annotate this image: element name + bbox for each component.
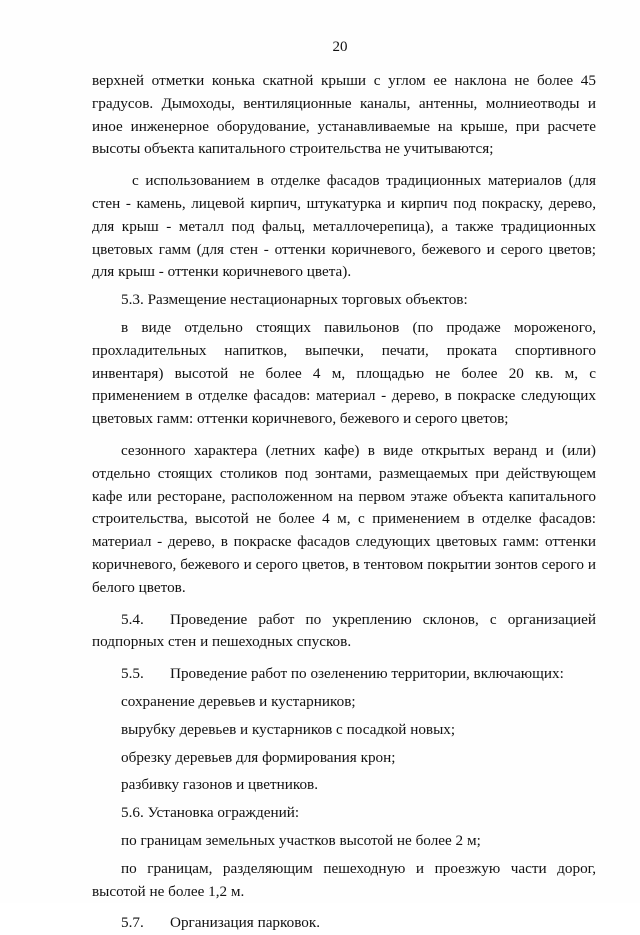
page-number: 20	[332, 39, 348, 55]
section-5-7-text: Организация парковок.	[170, 914, 321, 932]
list-item-lawns-flowerbeds: разбивку газонов и цветников.	[121, 776, 319, 794]
section-5-4-text: Проведение работ по укреплению склонов, с организацией подпорных стен и пешеходных спусков.	[92, 610, 596, 651]
section-5-4-number: 5.4.	[121, 610, 144, 628]
section-5-7-number: 5.7.	[121, 914, 144, 932]
section-5-5-text: Проведение работ по озеленению территории, включающих:	[170, 665, 564, 683]
list-item-prune-crowns: обрезку деревьев для формирования крон;	[121, 748, 396, 766]
paragraph-facade-materials: с использованием в отделке фасадов традиционных материалов (для стен - камень, лицевой кирпич, штукатурка и кирпич под покраску, дерево, для крыш - металл под фальц, металлочерепица), а также традиционных цветовых гамм (для стен - оттенки коричневого, бежевого и серого цветов; для крыш - оттенки коричневого цвета).	[92, 172, 596, 281]
paragraph-seasonal-cafes: сезонного характера (летних кафе) в виде открытых веранд и (или) отдельно стоящих столиков под зонтами, размещаемых при действующем кафе или ресторане, расположенном на первом этаже объекта капитального строительства, высотой не более 4 м, с применением в отделке фасадов: материал - дерево, в покраске фасадов следующих цветовых гамм: оттенки коричневого, бежевого и серого цветов, в тентовом покрытии зонтов серого и белого цветов.	[92, 441, 596, 596]
section-5-3-heading: 5.3. Размещение нестационарных торговых объектов:	[121, 291, 468, 309]
list-item-cut-and-plant: вырубку деревьев и кустарников с посадкой новых;	[121, 720, 456, 738]
list-item-preserve-trees: сохранение деревьев и кустарников;	[121, 692, 356, 710]
document-body	[92, 70, 596, 935]
paragraph-roof-height: верхней отметки конька скатной крыши с углом ее наклона не более 45 градусов. Дымоходы, вентиляционные каналы, антенны, молниеотводы и иное инженерное оборудование, устанавливаемые на крыше, при расчете высоты объекта капитального строительства не учитываются;	[92, 72, 596, 158]
list-item-fence-plots: по границам земельных участков высотой не более 2 м;	[121, 831, 481, 849]
list-item-fence-roads: по границам, разделяющим пешеходную и проезжую части дорог, высотой не более 1,2 м.	[92, 859, 596, 900]
section-5-5-number: 5.5.	[121, 665, 144, 683]
section-5-5	[92, 663, 596, 686]
section-5-7	[92, 912, 596, 935]
section-5-6-heading: 5.6. Установка ограждений:	[121, 804, 300, 822]
section-5-4	[92, 609, 596, 655]
paragraph-pavilions: в виде отдельно стоящих павильонов (по продаже мороженого, прохладительных напитков, выпечки, печати, проката спортивного инвентаря) высотой не более 4 м, площадью не более 20 кв. м, с применением в отделке фасадов: материал - дерево, в покраске следующих цветовых гамм: оттенки коричневого, бежевого и серого цветов;	[92, 318, 596, 428]
